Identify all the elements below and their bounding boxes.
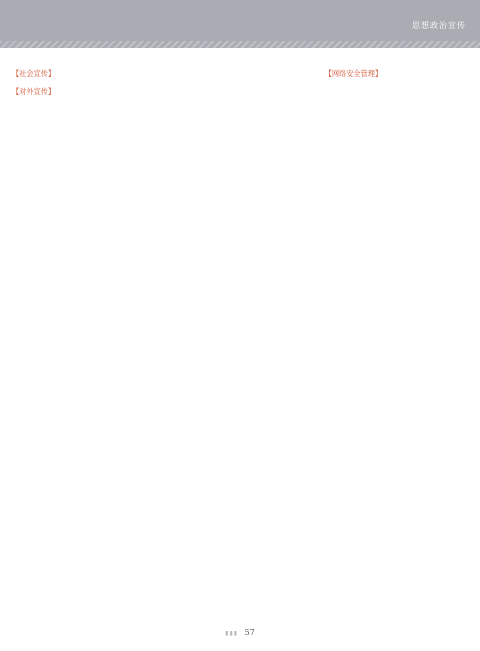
page-number: 57 — [244, 628, 255, 637]
text-column-right — [325, 60, 468, 600]
page-footer — [0, 628, 480, 637]
column-title: 思想政治宣传 — [412, 21, 466, 30]
text-column-left — [12, 60, 155, 600]
section-label-social-publicity: 【社会宣传】 — [12, 69, 56, 78]
header-band — [0, 0, 480, 48]
article-body — [12, 60, 468, 600]
section-label-external-publicity: 【对外宣传】 — [12, 87, 56, 97]
section-label-cyber-security: 【网络安全管理】 — [324, 69, 383, 78]
text-column-middle — [168, 60, 311, 600]
footer-marks: ▮▮▮ — [225, 630, 239, 637]
